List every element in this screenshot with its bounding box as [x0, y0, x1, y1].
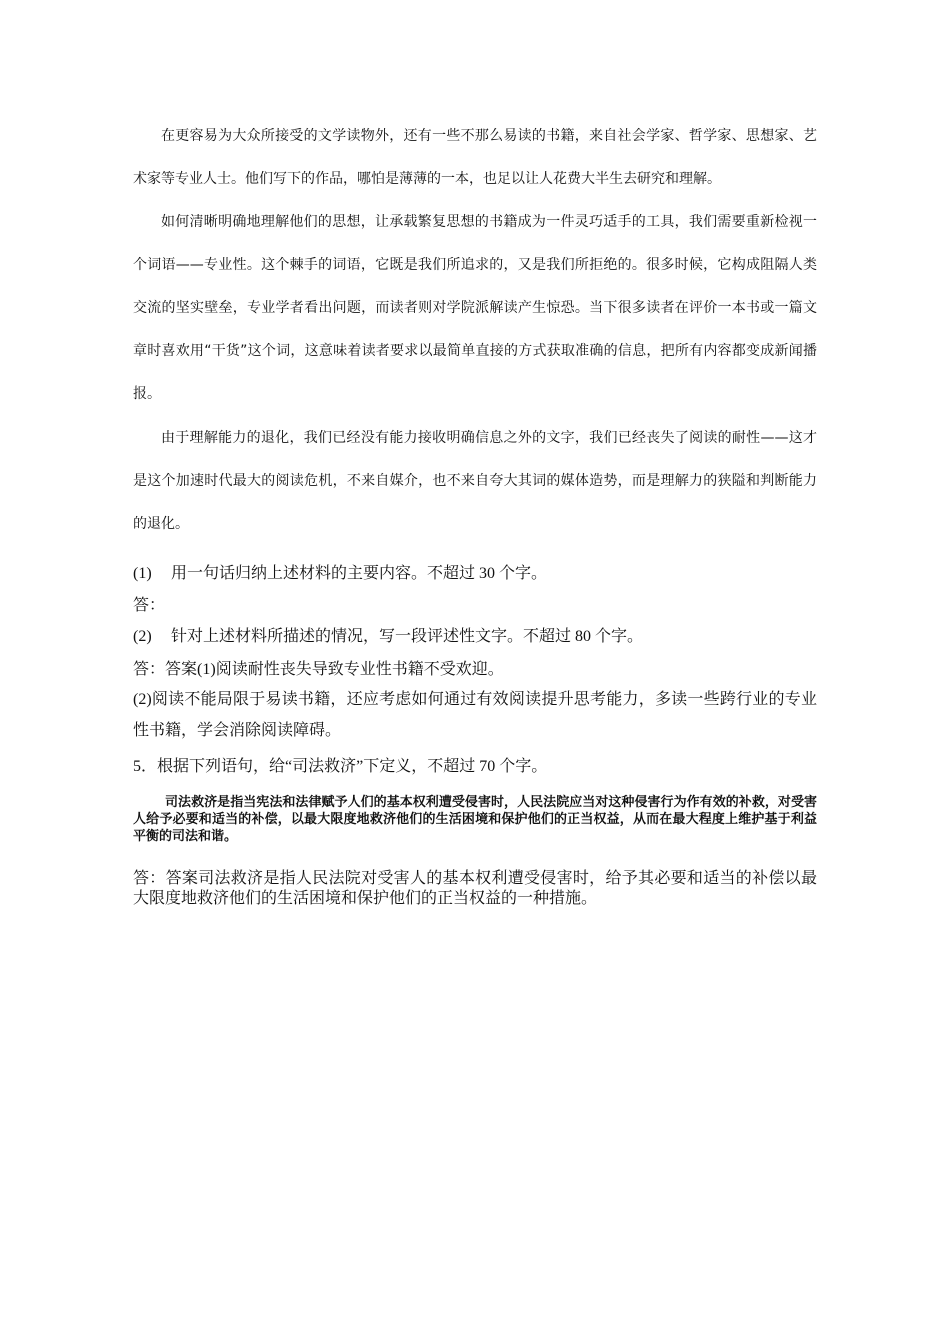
- question-1-number: (1): [133, 565, 152, 582]
- passage-paragraph-3: 由于理解能力的退化，我们已经没有能力接收明确信息之外的文字，我们已经丧失了阅读的耐性——这才是这个加速时代最大的阅读危机，不来自媒介，也不来自夸大其词的媒体造势，而是理解力的狭隘和判断能力的退化。: [133, 430, 817, 532]
- answer-2-text: (2)阅读不能局限于易读书籍，还应考虑如何通过有效阅读提升思考能力，多读一些跨行业的专业性书籍，学会消除阅读障碍。: [133, 691, 817, 739]
- answer-label: 答案: [165, 659, 198, 678]
- question-1-answer-label: 答：: [133, 597, 166, 614]
- question-5-passage: 司法救济是指当宪法和法律赋予人们的基本权利遭受侵害时，人民法院应当对这种侵害行为作有效的补救，对受害人给予必要和适当的补偿，以最大限度地救济他们的生活困境和保护他们的正当权益，从而在最大程度上维护基于利益平衡的司法和谐。: [133, 795, 817, 844]
- question-5-prompt: 5．根据下列语句，给“司法救济”下定义，不超过 70 个字。: [133, 758, 548, 775]
- answer-prefix: 答：: [133, 661, 166, 678]
- question-5-answer-text: 司法救济是指人民法院对受害人的基本权利遭受侵害时，给予其必要和适当的补偿以最大限度地救济他们的生活困境和保护他们的正当权益的一种措施。: [133, 870, 817, 907]
- question-1: [133, 558, 817, 589]
- passage-paragraph-2: 如何清晰明确地理解他们的思想，让承载繁复思想的书籍成为一件灵巧适手的工具，我们需要重新检视一个词语——专业性。这个棘手的词语，它既是我们所追求的，又是我们所拒绝的。很多时候，它构成阻隔人类交流的坚实壁垒，专业学者看出问题，而读者则对学院派解读产生惊恐。当下很多读者在评价一本书或一篇文章时喜欢用“干货”这个词，这意味着读者要求以最简单直接的方式获取准确的信息，把所有内容都变成新闻播报。: [133, 214, 817, 402]
- passage-paragraph-1: 在更容易为大众所接受的文学读物外，还有一些不那么易读的书籍，来自社会学家、哲学家、思想家、艺术家等专业人士。他们写下的作品，哪怕是薄薄的一本，也足以让人花费大半生去研究和理解。: [133, 128, 817, 187]
- question-5-answer: [133, 868, 817, 909]
- question-2-number: (2): [133, 628, 152, 645]
- answer-line-1: [133, 653, 817, 685]
- question-5-answer-prefix: 答：: [133, 870, 166, 887]
- question-2: [133, 621, 817, 652]
- answer-1-text: (1)阅读耐性丧失导致专业性书籍不受欢迎。: [197, 661, 504, 678]
- question-5-answer-label: 答案: [165, 868, 199, 887]
- question-1-text: 用一句话归纳上述材料的主要内容。不超过 30 个字。: [171, 565, 548, 582]
- question-2-text: 针对上述材料所描述的情况，写一段评述性文字。不超过 80 个字。: [171, 628, 644, 645]
